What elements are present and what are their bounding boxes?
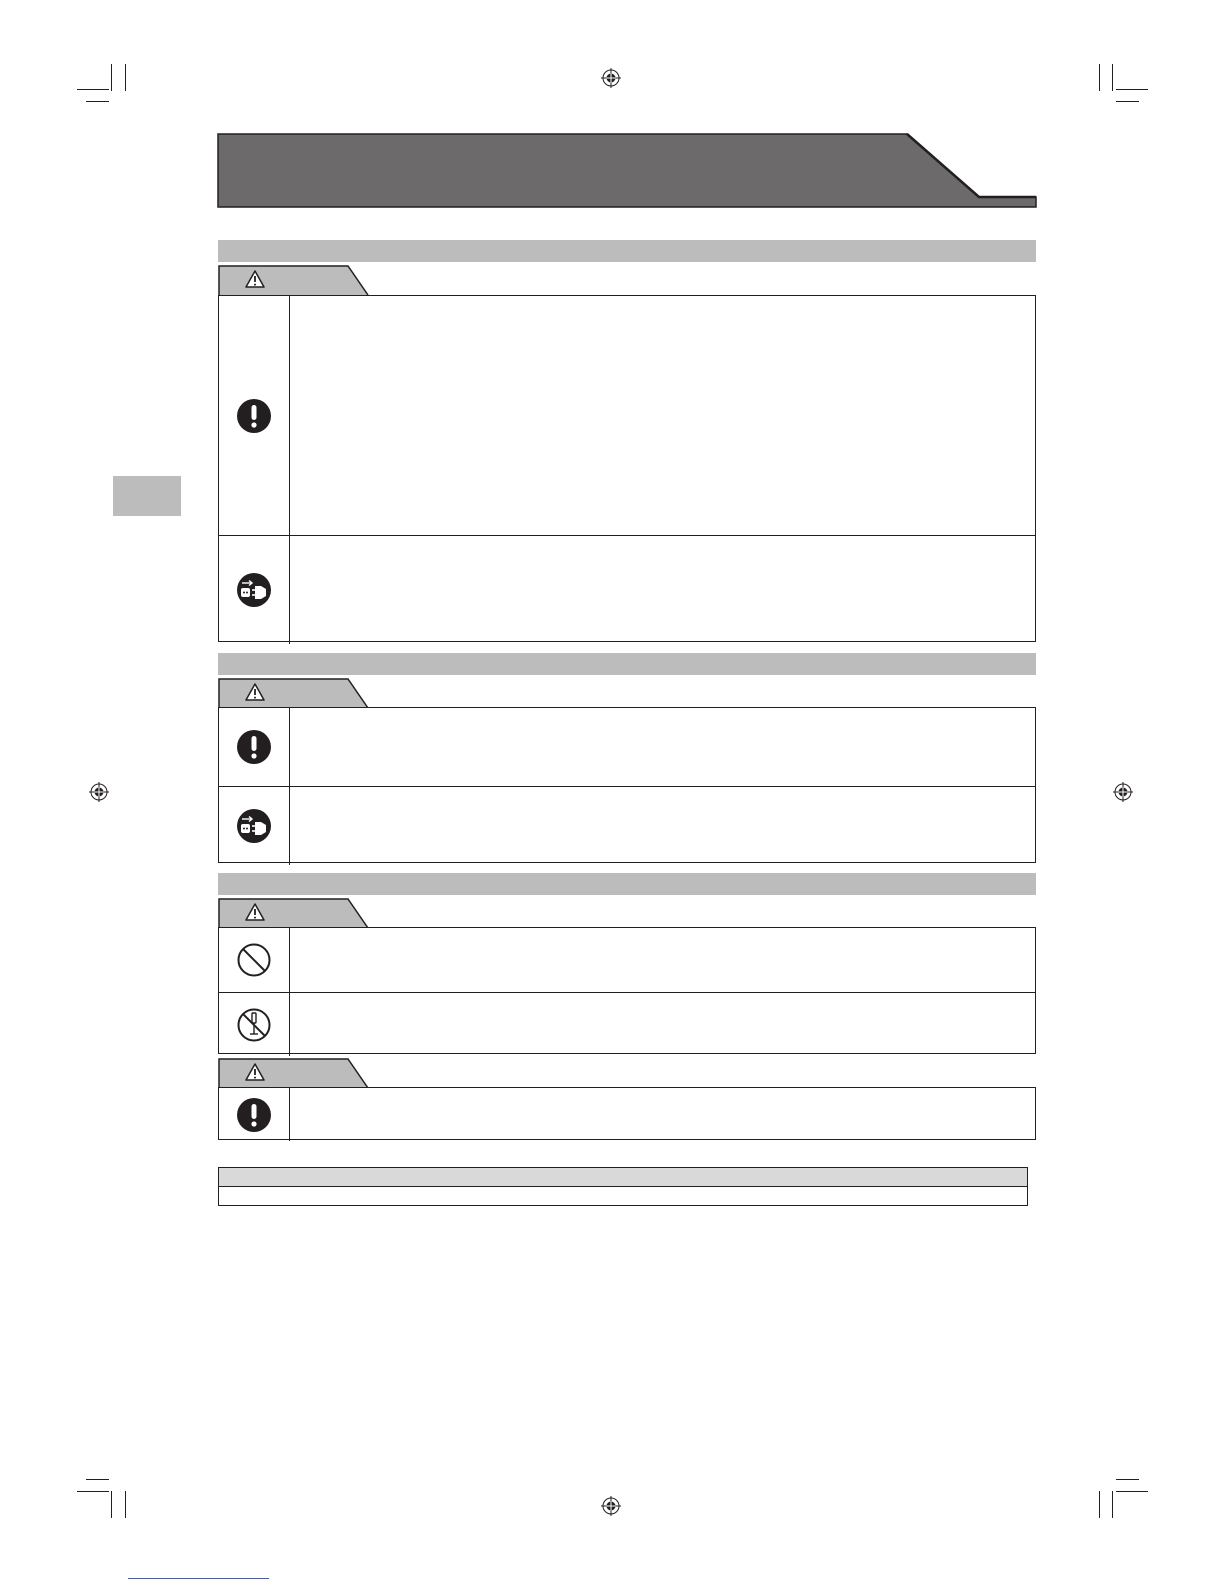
page-title-banner	[217, 133, 1037, 209]
warning-row	[219, 535, 1035, 644]
caution-row	[219, 1088, 1035, 1141]
unplug-power-icon	[236, 572, 272, 608]
prohibited-icon	[236, 942, 272, 978]
side-chapter-tab	[113, 476, 181, 516]
warning-tab	[218, 678, 370, 708]
do-not-disassemble-icon	[236, 1007, 272, 1043]
warning-row	[219, 786, 1035, 865]
warning-box	[218, 707, 1036, 863]
spec-table-header	[219, 1168, 1027, 1187]
spec-table	[218, 1167, 1028, 1206]
mandatory-action-icon	[236, 398, 272, 434]
unplug-power-icon	[236, 808, 272, 844]
warning-row	[219, 928, 1035, 992]
warning-row	[219, 708, 1035, 786]
mandatory-action-icon	[236, 1097, 272, 1133]
registration-mark-icon	[601, 68, 621, 88]
section-heading-bar	[218, 240, 1036, 262]
footer-link[interactable]	[128, 1578, 269, 1579]
caution-box	[218, 1087, 1036, 1140]
warning-box	[218, 295, 1036, 642]
warning-row	[219, 296, 1035, 535]
registration-mark-icon	[89, 782, 109, 802]
warning-box	[218, 927, 1036, 1054]
caution-tab	[218, 1058, 370, 1088]
warning-tab	[218, 265, 370, 295]
registration-mark-icon	[601, 1496, 621, 1516]
section-heading-bar	[218, 873, 1036, 895]
registration-mark-icon	[1113, 782, 1133, 802]
section-heading-bar	[218, 653, 1036, 675]
warning-tab	[218, 898, 370, 928]
warning-row	[219, 992, 1035, 1056]
mandatory-action-icon	[236, 729, 272, 765]
